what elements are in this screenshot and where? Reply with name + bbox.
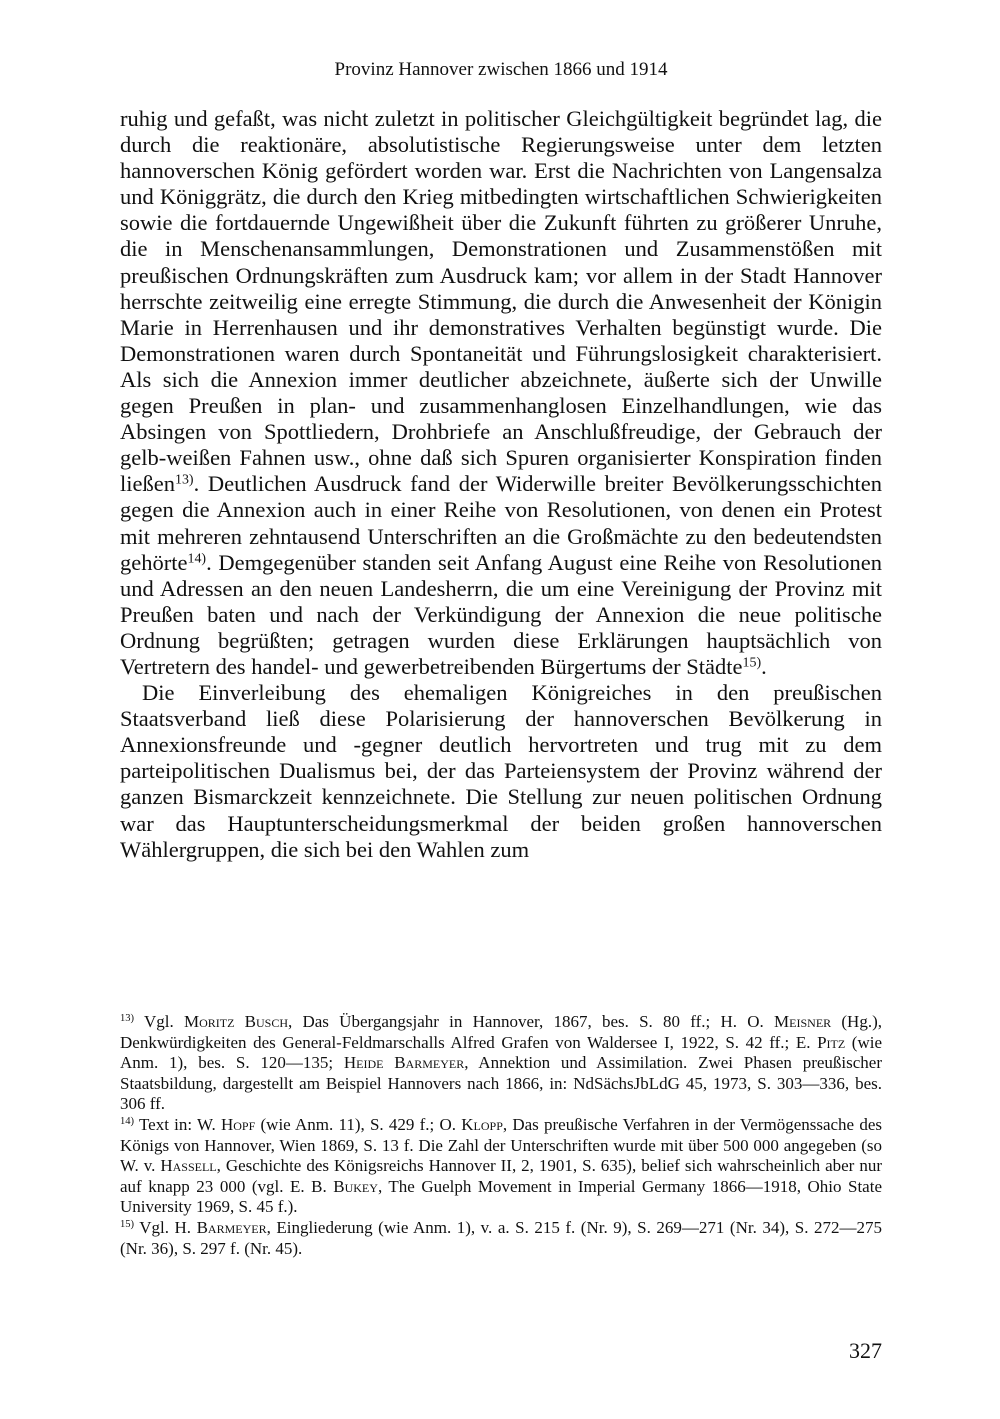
paragraph-2: Die Einverleibung des ehemaligen Königreiches in den preußischen Staatsverband ließ diese Polarisierung der hannoverschen Bevölkerung in Annexionsfreunde und -gegner deutlich hervortreten und trug mit zu dem parteipolitischen Dualismus bei, der das Parteiensystem der Provinz während der ganzen Bismarckzeit kennzeichnete. Die Stellung zur neuen politischen Ordnung war das Hauptunterscheidungsmerkmal der beiden großen hannoverschen Wählergruppen, die sich bei den Wahlen zum (120, 680, 882, 862)
author-name: Barmeyer (196, 1217, 267, 1237)
author-name: Hassell (160, 1156, 217, 1176)
author-name: Moritz Busch (183, 1012, 288, 1031)
footnote-marker: 15) (120, 1219, 135, 1231)
footnote-13: $^{13)}$ Vgl. Moritz Busch, Das Übergangsjahr in Hannover, 1867, bes. S. 80 ff.; H. O. Meisner (Hg.), Denkwürdigkeiten des General-Feldmarschalls Alfred Grafen von Waldersee I, 1922, S. 42 ff.; E. Pitz (wie Anm. 1), bes. S. 120—135; Heide Barmeyer, Annektion und Assimilation. Zwei Phasen preußischer Staatsbildung, dargestellt am Beispiel Hannovers nach 1866, in: NdSächsJbLdG 45, 1973, S. 303—336, bes. 306 ff. (120, 1012, 882, 1114)
footnote-ref-13: 13) (174, 472, 194, 488)
footnote-marker: 14) (120, 1116, 135, 1128)
author-name: Meisner (774, 1012, 832, 1031)
author-name: Bukey (333, 1176, 378, 1196)
running-header: Provinz Hannover zwischen 1866 und 1914 (334, 59, 668, 80)
paragraph-1: ruhig und gefaßt, was nicht zuletzt in politischer Gleichgültigkeit begründet lag, die durch die reaktionäre, absolutistische Regierungsweise unter dem letzten hannoverschen König gefördert worden war. Erst die Nachrichten von Langensalza und Königgrätz, die durch den Krieg mitbedingten wirtschaftlichen Schwierigkeiten sowie die fortdauernde Ungewißheit über die Zukunft führten zu größerer Unruhe, die in Menschenansammlungen, Demonstrationen und Zusammenstößen mit preußischen Ordnungskräften zum Ausdruck kam; vor allem in der Stadt Hannover herrschte zeitweilig eine erregte Stimmung, die durch die Anwesenheit der Königin Marie in Herrenhausen und ihr demonstratives Verhalten begünstigt wurde. Die Demonstrationen waren durch Spontaneität und Führungslosigkeit charakterisiert. Als sich die Annexion immer deutlicher abzeichnete, äußerte sich der Unwille gegen Preußen in plan- und zusammenhanglosen Einzelhandlungen, wie das Absingen von Spottliedern, Drohbriefe an Anschlußfreudige, der Gebrauch der gelb-weißen Fahnen usw., ohne daß sich Spuren organisierter Konspiration finden ließen$^{13)}$. Deutlichen Ausdruck fand der Widerwille breiter Bevölkerungsschichten gegen die Annexion auch in einer Reihe von Resolutionen, von denen ein Protest mit mehreren zehntausend Unterschriften an die Großmächte zu den bedeutendsten gehörte$^{14)}$. Demgegenüber standen seit Anfang August eine Reihe von Resolutionen und Adressen an den neuen Landesherrn, die um eine Vereinigung der Provinz mit Preußen baten und nach der Verkündigung der Annexion die neue politische Ordnung begrüßten; getragen wurden diese Erklärungen hauptsächlich von Vertretern des handel- und gewerbetreibenden Bürgertums der Städte$^{15)}$. (120, 106, 882, 679)
footnotes (120, 1012, 882, 1259)
author-name: Hopf (220, 1114, 256, 1134)
page-number: 327 (849, 1338, 882, 1363)
footnote-14: $^{14)}$ Text in: W. Hopf (wie Anm. 11), S. 429 f.; O. Klopp, Das preußische Verfahren in der Vermögenssache des Königs von Hannover, Wien 1869, S. 13 f. Die Zahl der Unterschriften wurde mit über 500 000 angegeben (so W. v. Hassell, Geschichte des Königsreichs Hannover II, 2, 1901, S. 635), belief sich wahrscheinlich aber nur auf knapp 23 000 (vgl. E. B. Bukey, The Guelph Movement in Imperial Germany 1866—1918, Ohio State University 1969, S. 45 f.). (120, 1114, 883, 1217)
main-text (120, 106, 882, 863)
footnote-ref-14: 14) (187, 550, 207, 566)
author-name: Heide Barmeyer (343, 1053, 465, 1073)
footnote-15: $^{15)}$ Vgl. H. Barmeyer, Eingliederung (wie Anm. 1), v. a. S. 215 f. (Nr. 9), S. 269—271 (Nr. 34), S. 272—275 (Nr. 36), S. 297 f. (Nr. 45). (120, 1217, 882, 1258)
footnote-ref-15: 15) (742, 655, 762, 671)
author-name: Pitz (817, 1032, 846, 1052)
footnote-marker: 13) (120, 1013, 135, 1025)
author-name: Klopp (461, 1114, 503, 1134)
